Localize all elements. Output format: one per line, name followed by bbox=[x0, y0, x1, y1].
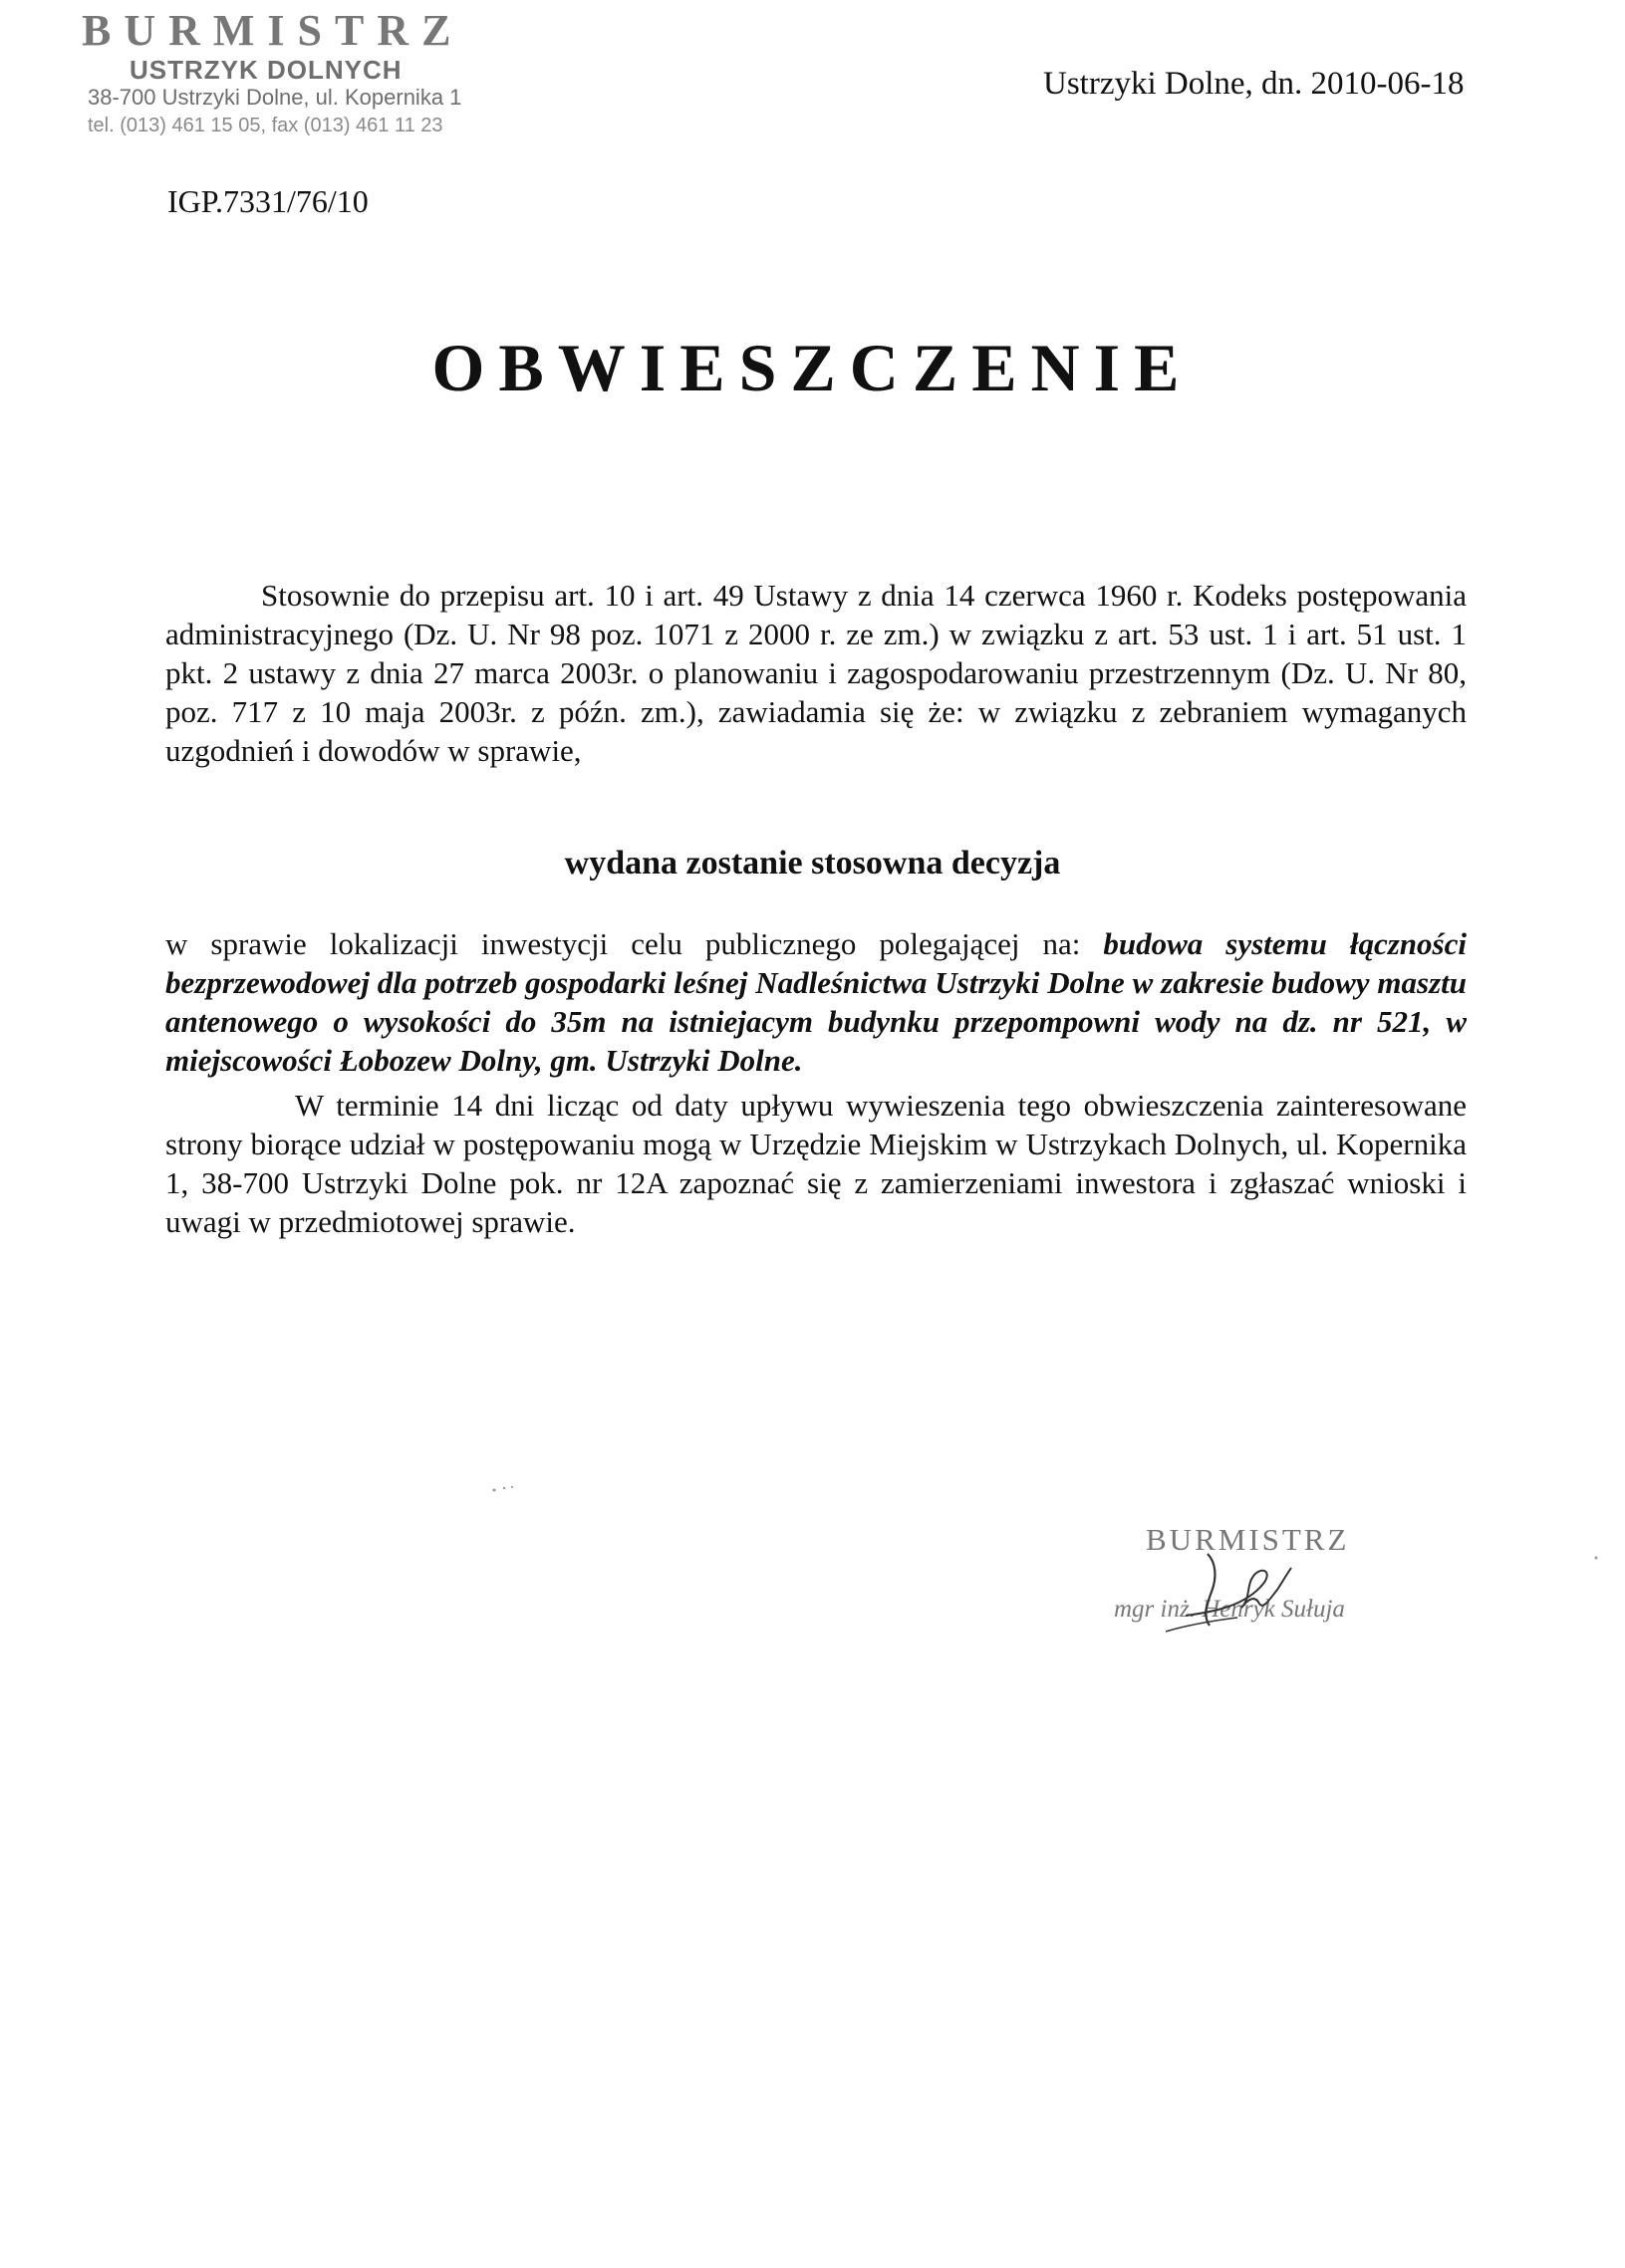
signature-name: mgr inż. Henryk Sułuja bbox=[1114, 1596, 1345, 1623]
legal-basis-text: Stosownie do przepisu art. 10 i art. 49 Ustawy z dnia 14 czerwca 1960 r. Kodeks postępowania administracyjnego (Dz. U. Nr 98 poz. 1071 z 2000 r. ze zm.) w związku z art. 53 ust. 1 i art. 51 ust. 1 pkt. 2 ustawy z dnia 27 marca 2003r. o planowaniu i zagospodarowaniu przestrzennym (Dz. U. Nr 80, poz. 717 z 10 maja 2003r. z późn. zm.), zawiadamia się że: w związku z zebraniem wymaganych uzgodnień i dowodów w sprawie, bbox=[165, 578, 1467, 768]
letterhead-address: 38-700 Ustrzyki Dolne, ul. Kopernika 1 bbox=[88, 85, 462, 110]
investment-subject: budowa systemu łączności bezprzewodowej dla potrzeb gospodarki leśnej Nadleśnictwa Ustrzyki Dolne w zakresie budowy masztu antenowego o wysokości do 35m na istniejacym budynku przepompowni wody na dz. nr 521, w miejscowości Łobozew Dolny, gm. Ustrzyki Dolne. bbox=[165, 926, 1467, 1078]
letterhead-phone: tel. (013) 461 15 05, fax (013) 461 11 23 bbox=[88, 115, 443, 136]
document-date: Ustrzyki Dolne, dn. 2010-06-18 bbox=[1043, 66, 1465, 102]
investment-intro: w sprawie lokalizacji inwestycji celu publicznego polegającej na: bbox=[165, 926, 1104, 961]
signature-title: BURMISTRZ bbox=[1146, 1522, 1350, 1557]
letterhead-city: USTRZYK DOLNYCH bbox=[130, 55, 403, 85]
document-heading: OBWIESZCZENIE bbox=[431, 330, 1194, 405]
decision-statement: wydana zostanie stosowna decyzja bbox=[564, 845, 1061, 882]
deadline-text: W terminie 14 dni licząc od daty upływu wywieszenia tego obwieszczenia zainteresowane strony biorące udział w postępowaniu mogą w Urzędzie Miejskim w Ustrzykach Dolnych, ul. Kopernika 1, 38-700 Ustrzyki Dolne pok. nr 12A zapoznać się z zamierzeniami inwestora i zgłaszać wnioski i uwagi w przedmiotowej sprawie. bbox=[165, 1088, 1467, 1239]
reference-number: IGP.7331/76/10 bbox=[167, 183, 369, 219]
letterhead-title: BURMISTRZ bbox=[82, 6, 464, 55]
